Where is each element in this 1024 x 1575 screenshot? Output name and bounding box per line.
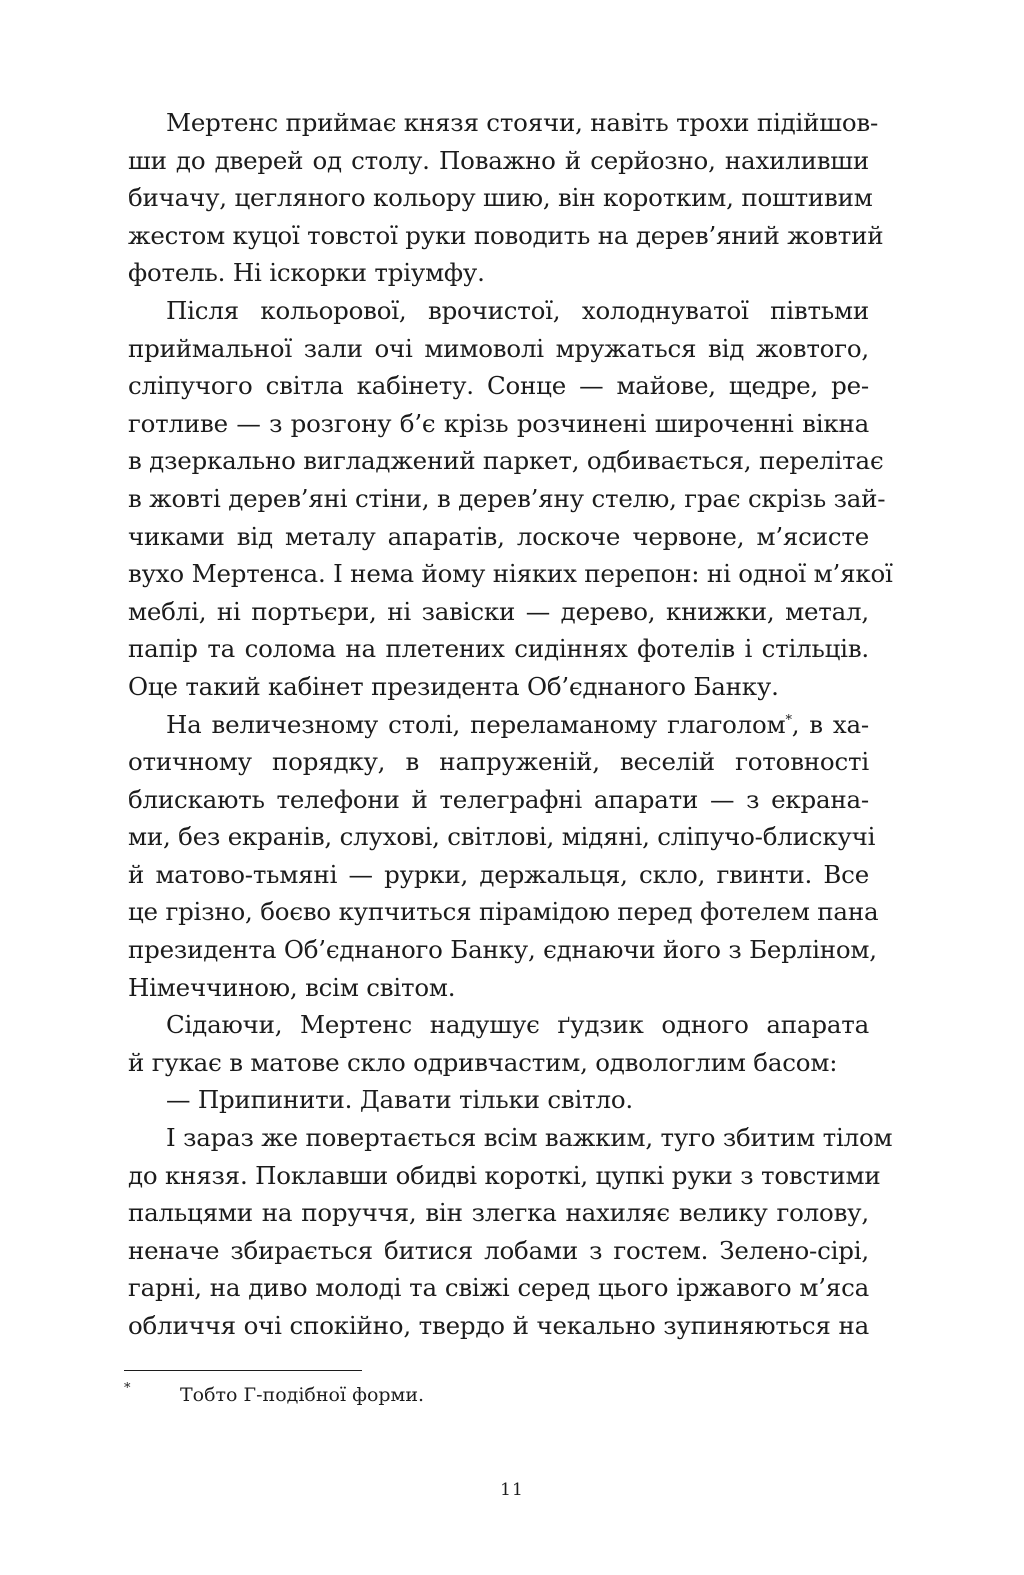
text-line: І зараз же повертається всім важким, туго збитим тілом (166, 1123, 893, 1153)
footnote-text: Тобто Г-подібної форми. (180, 1384, 425, 1406)
text-line: до князя. Поклавши обидві короткі, цупкі руки з товстими (128, 1160, 881, 1190)
text-line: обличчя очі спокійно, твердо й чекально зупиняються на (128, 1311, 869, 1340)
text-line: фотель. Ні іскорки тріумфу. (128, 258, 485, 288)
text-line: меблі, ні портьєри, ні завіски — дерево, книжки, метал, (128, 596, 869, 626)
footnote-divider (124, 1370, 362, 1371)
text-line: президента Об’єднаного Банку, єднаючи його з Берліном, (128, 935, 877, 965)
text-line: ши до дверей од столу. Поважно й серйозно, нахиливши (128, 145, 869, 175)
footnote-reference[interactable]: * (785, 712, 792, 728)
text-line (128, 706, 869, 744)
text-line: сліпучого світла кабінету. Сонце — майове, щедре, ре- (128, 371, 869, 401)
page-number: 11 (500, 1480, 524, 1500)
footnote-marker: * (124, 1381, 131, 1396)
text-line: вухо Мертенса. І нема йому ніяких перепон: ні одної м’якої (128, 559, 893, 589)
text-line: чиками від металу апаратів, лоскоче червоне, м’ясисте (128, 521, 869, 551)
text-line: ми, без екранів, слухові, світлові, мідяні, сліпучо-блискучі (128, 822, 876, 852)
text-line: Мертенс приймає князя стоячи, навіть трохи підійшов- (166, 108, 879, 137)
text-line: пальцями на поруччя, він злегка нахиляє велику голову, (128, 1198, 869, 1228)
text-line: Сідаючи, Мертенс надушує ґудзик одного апарата (166, 1010, 869, 1040)
dialogue-line: — Припинити. Давати тільки світло. (166, 1085, 633, 1115)
text-line: Німеччиною, всім світом. (128, 972, 456, 1002)
text-line: в жовті дерев’яні стіни, в дерев’яну стелю, грає скрізь зай- (128, 483, 886, 513)
text-line: отичному порядку, в напруженій, веселій готовності (128, 747, 869, 777)
text-line: Після кольорової, врочистої, холоднуватої півтьми (166, 295, 869, 325)
text-segment: На величезному столі, переламаному глаголом (166, 709, 786, 739)
text-line: папір та солома на плетених сидіннях фотелів і стільців. (128, 634, 869, 664)
text-line: приймальної зали очі мимоволі мружаться від жовтого, (128, 333, 869, 363)
text-line: гарні, на диво молоді та свіжі серед цього іржавого м’яса (128, 1273, 869, 1303)
text-line: готливе — з розгону б’є крізь розчинені широченні вікна (128, 408, 869, 438)
text-line: блискають телефони й телеграфні апарати — з екрана- (128, 784, 869, 814)
text-line: Оце такий кабінет президента Об’єднаного Банку. (128, 671, 779, 701)
text-line: жестом куцої товстої руки поводить на дерев’яний жовтий (128, 220, 884, 250)
text-segment: , в ха- (791, 709, 869, 739)
text-line: й гукає в матове скло одривчастим, одвологлим басом: (128, 1047, 838, 1077)
text-line: бичачу, цегляного кольору шию, він коротким, поштивим (128, 183, 873, 213)
main-text (128, 104, 893, 1345)
text-line: й матово-тьмяні — рурки, держальця, скло, гвинти. Все (128, 859, 869, 889)
text-line: неначе збирається битися лобами з гостем. Зелено-сірі, (128, 1235, 869, 1265)
text-line: в дзеркально вигладжений паркет, одбивається, перелітає (128, 446, 884, 476)
text-line: це грізно, боєво купчиться пірамідою перед фотелем пана (128, 897, 879, 927)
